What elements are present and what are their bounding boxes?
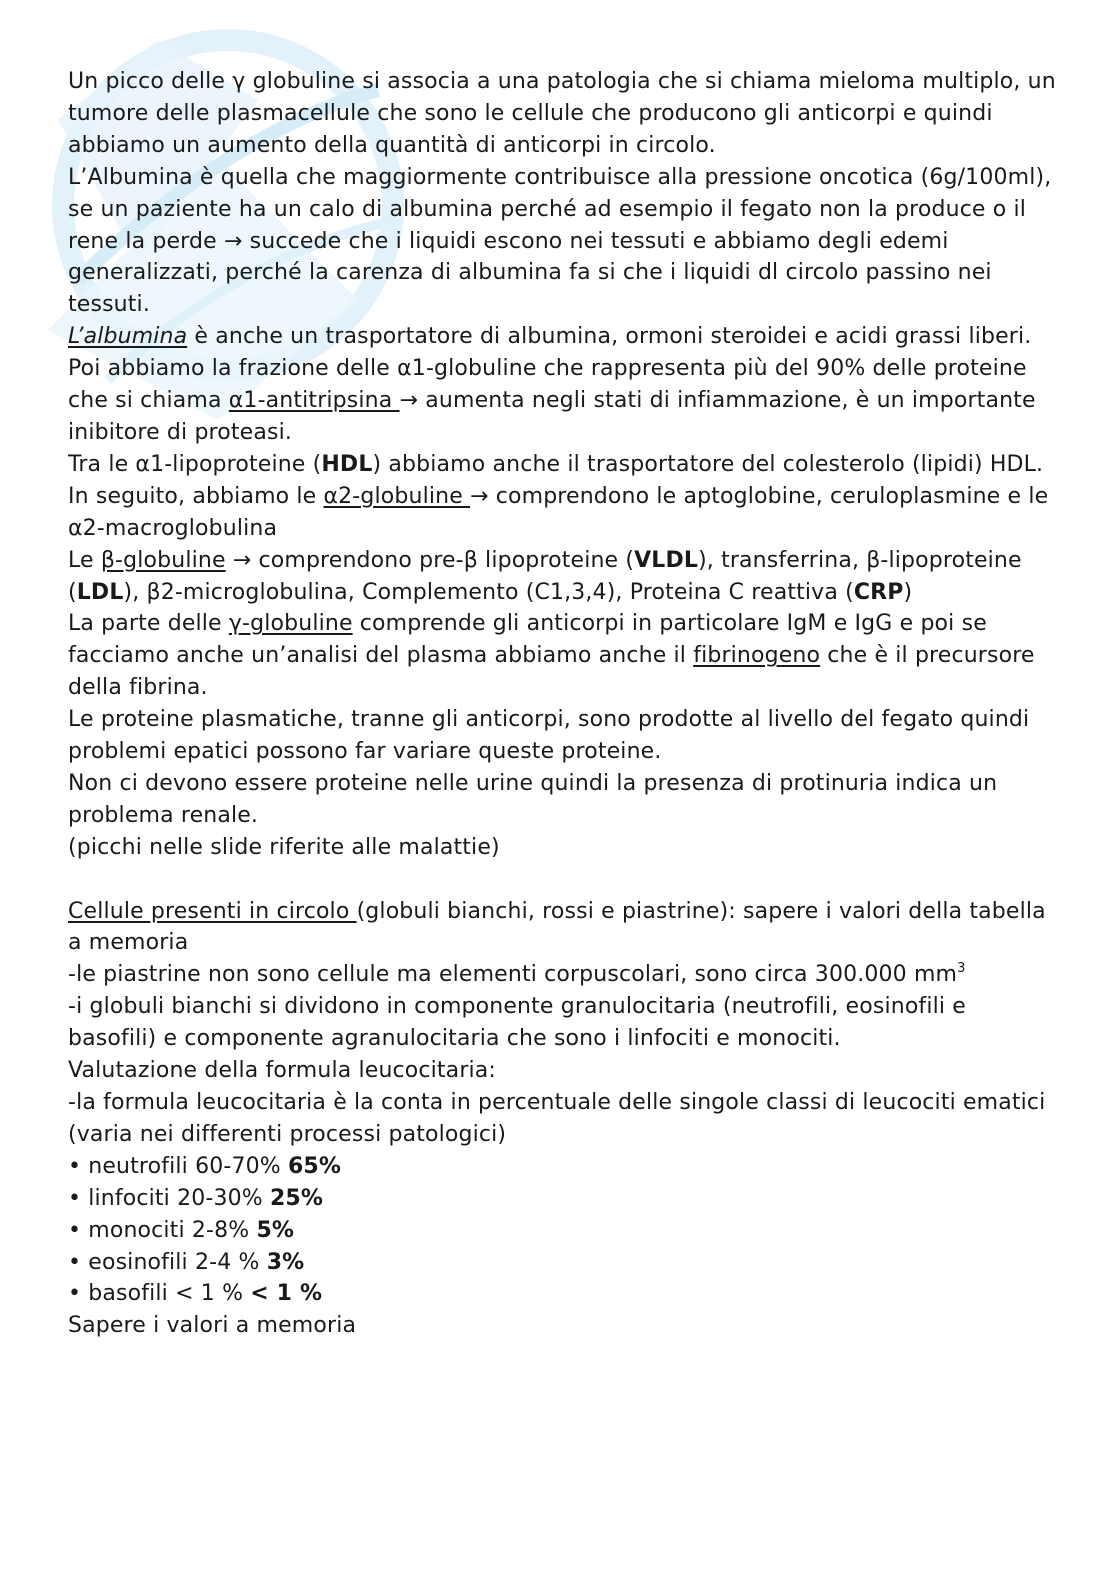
paragraph-gamma-anticorpi (68, 608, 1058, 704)
bullet-value: 5% (256, 1217, 295, 1243)
bullet-value: < 1 % (250, 1281, 323, 1307)
text-run: -le piastrine non sono cellule ma elementi corpuscolari, sono circa 300.000 mm (68, 962, 958, 988)
bullet-item (68, 1247, 1058, 1279)
superscript: 3 (957, 961, 966, 977)
text-run: Un picco delle γ globuline si associa a una patologia che si chiama mieloma multiplo, un tumore delle plasmacellule che sono le cellule che producono gli anticorpi e quindi abbiamo un aumento della quantità di anticorpi in circolo. (68, 69, 1056, 158)
bullet-value: 65% (287, 1153, 342, 1179)
underlined-term: L’albumina (68, 324, 188, 350)
paragraph-albumina-trasportatore (68, 321, 1058, 353)
bullet-label: • eosinofili 2-4 % (68, 1249, 267, 1275)
bullet-item (68, 1278, 1058, 1310)
paragraph-alfa1-globuline (68, 353, 1058, 449)
text-run: Tra le α1-lipoproteine ( (68, 451, 322, 477)
bullet-label: • linfociti 20-30% (68, 1185, 270, 1211)
underlined-term: fibrinogeno (693, 643, 821, 669)
paragraph-cellule-circolo (68, 896, 1058, 960)
text-run: Le (68, 547, 101, 573)
text-run: Valutazione della formula leucocitaria: (68, 1058, 496, 1084)
paragraph-picchi-slide (68, 832, 1058, 864)
paragraph-albumina-pressione (68, 162, 1058, 322)
text-run: L’Albumina è quella che maggiormente contribuisce alla pressione oncotica (6g/100ml), se un paziente ha un calo di albumina perché ad esempio il fegato non la produce o il rene la perde → succede che i liquidi escono nei tessuti e abbiamo degli edemi generalizzati, perché la carenza di albumina fa si che i liquidi dl circolo passino nei tessuti. (68, 164, 1052, 318)
bullet-item (68, 1183, 1058, 1215)
text-run: è anche un trasportatore di albumina, ormoni steroidei e acidi grassi liberi. (187, 324, 1032, 350)
text-run: In seguito, abbiamo le (68, 483, 324, 509)
text-run: ), β2-microglobulina, Complemento (C1,3,4), Proteina C reattiva ( (123, 579, 854, 605)
paragraph-alfa2-globuline (68, 481, 1058, 545)
text-run: -la formula leucocitaria è la conta in percentuale delle singole classi di leucociti ematici (varia nei differenti processi patologici) (68, 1089, 1046, 1147)
text-run: (picchi nelle slide riferite alle malattie) (68, 834, 500, 860)
underlined-term: α1-antitripsina (228, 388, 400, 414)
text-run: ) abbiamo anche il trasportatore del colesterolo (lipidi) HDL. (372, 451, 1044, 477)
underlined-term: α2-globuline (323, 483, 471, 509)
paragraph-formula-definizione (68, 1087, 1058, 1151)
underlined-term: γ-globuline (228, 611, 353, 637)
text-run: che è il precursore della fibrina. (68, 643, 1035, 701)
bullet-label: • neutrofili 60-70% (68, 1153, 288, 1179)
document-body (68, 66, 1058, 1342)
text-run: Non ci devono essere proteine nelle urine quindi la presenza di protinuria indica un problema renale. (68, 770, 998, 828)
text-run: → aumenta negli stati di infiammazione, è un importante inibitore di proteasi. (68, 388, 1036, 445)
text-run: comprende gli anticorpi in particolare IgM e IgG e poi se facciamo anche un’analisi del plasma abbiamo anche il (68, 611, 987, 669)
underlined-term: β-globuline (100, 547, 226, 573)
text-run: → comprendono le aptoglobine, ceruloplasmine e le α2-macroglobulina (68, 483, 1049, 541)
paragraph-sapere-valori (68, 1310, 1058, 1342)
bullet-value: 25% (269, 1185, 324, 1211)
bullet-item (68, 1215, 1058, 1247)
text-run: → comprendono pre-β lipoproteine ( (225, 547, 635, 573)
text-run: Sapere i valori a memoria (68, 1313, 357, 1339)
bold-term: LDL (76, 579, 124, 605)
text-run: ), transferrina, β-lipoproteine ( (68, 547, 1022, 605)
paragraph-proteinuria (68, 768, 1058, 832)
paragraph-gamma-globuline (68, 66, 1058, 162)
text-run: -i globuli bianchi si dividono in componente granulocitaria (neutrofili, eosinofili e basofili) e componente agranulocitaria che sono i linfociti e monociti. (68, 994, 966, 1052)
text-run: ) (903, 579, 913, 605)
bullet-item (68, 1151, 1058, 1183)
paragraph-alfa1-lipoproteine (68, 449, 1058, 481)
bullet-label: • monociti 2-8% (68, 1217, 257, 1243)
paragraph-globuli-bianchi (68, 991, 1058, 1055)
text-run: Le proteine plasmatiche, tranne gli anticorpi, sono prodotte al livello del fegato quindi problemi epatici possono far variare queste proteine. (68, 707, 1030, 765)
text-run: Poi abbiamo la frazione delle α1-globuline che rappresenta più del 90% delle proteine che si chiama (68, 356, 1027, 414)
bold-term: HDL (321, 451, 373, 477)
paragraph-proteine-fegato (68, 704, 1058, 768)
text-run: La parte delle (68, 611, 229, 637)
paragraph-formula-titolo (68, 1055, 1058, 1087)
blank-line (68, 864, 1058, 896)
paragraph-beta-globuline (68, 545, 1058, 609)
bullet-label: • basofili < 1 % (68, 1281, 251, 1307)
underlined-term: Cellule presenti in circolo (68, 898, 357, 924)
bold-term: CRP (853, 579, 904, 605)
paragraph-piastrine (68, 959, 1058, 991)
text-run: (globuli bianchi, rossi e piastrine): sapere i valori della tabella a memoria (68, 898, 1046, 956)
bold-term: VLDL (634, 547, 699, 573)
bullet-value: 3% (266, 1249, 305, 1275)
